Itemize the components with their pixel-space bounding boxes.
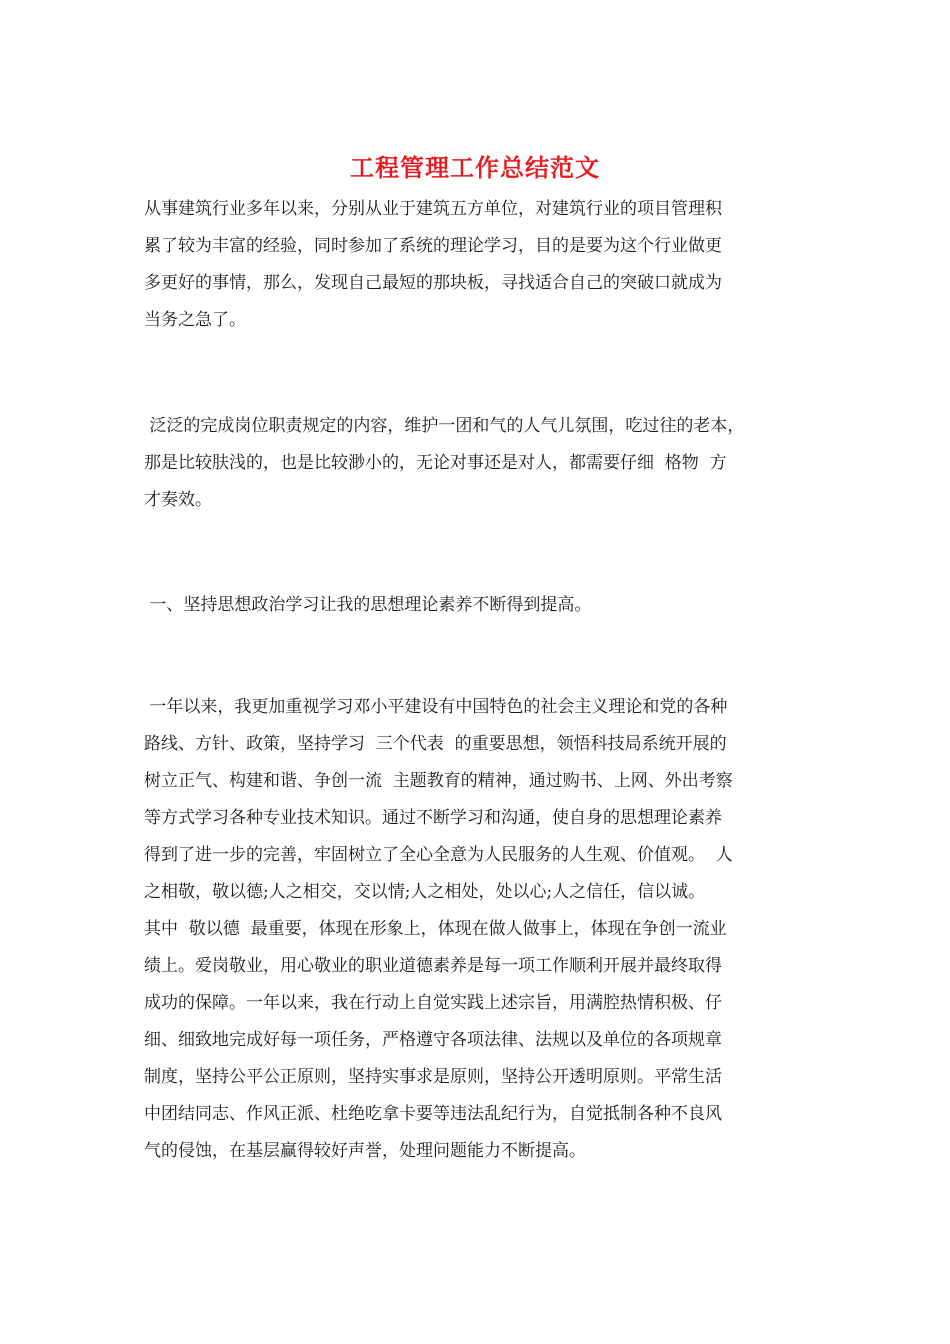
paragraph-duties <box>144 408 844 519</box>
section-heading-text: 一、坚持思想政治学习让我的思想理论素养不断得到提高。 <box>144 595 592 615</box>
paragraph-study <box>144 689 834 1170</box>
text-line: 中团结同志、作风正派、杜绝吃拿卡要等违法乱纪行为，自觉抵制各种不良风 <box>144 1104 722 1124</box>
text-line: 那是比较肤浅的，也是比较渺小的，无论对事还是对人，都需要仔细 格物 方 <box>144 453 727 473</box>
text-line: 其中 敬以德 最重要，体现在形象上，体现在做人做事上，体现在争创一流业 <box>144 919 727 939</box>
text-line: 才奏效。 <box>144 490 212 510</box>
text-line: 细、细致地完成好每一项任务，严格遵守各项法律、法规以及单位的各项规章 <box>144 1030 722 1050</box>
text-line: 气的侵蚀，在基层赢得较好声誉，处理问题能力不断提高。 <box>144 1141 586 1161</box>
text-line: 累了较为丰富的经验，同时参加了系统的理论学习，目的是要为这个行业做更 <box>144 236 722 256</box>
text-line: 从事建筑行业多年以来，分别从业于建筑五方单位，对建筑行业的项目管理积 <box>144 199 722 219</box>
text-line: 树立正气、构建和谐、争创一流 主题教育的精神，通过购书、上网、外出考察 <box>144 771 733 791</box>
text-line: 得到了进一步的完善，牢固树立了全心全意为人民服务的人生观、价值观。 人 <box>144 845 733 865</box>
text-line: 之相敬，敬以德;人之相交，交以情;人之相处，处以心;人之信任，信以诚。 <box>144 882 706 902</box>
section-heading <box>144 587 834 624</box>
text-line: 一年以来，我更加重视学习邓小平建设有中国特色的社会主义理论和党的各种 <box>144 697 728 717</box>
text-line: 等方式学习各种专业技术知识。通过不断学习和沟通，使自身的思想理论素养 <box>144 808 722 828</box>
text-line: 泛泛的完成岗位职责规定的内容，维护一团和气的人气儿氛围，吃过往的老本， <box>144 416 745 436</box>
text-line: 制度，坚持公平公正原则，坚持实事求是原则，坚持公开透明原则。平常生活 <box>144 1067 722 1087</box>
text-line: 多更好的事情，那么，发现自己最短的那块板，寻找适合自己的突破口就成为 <box>144 273 722 293</box>
text-line: 成功的保障。一年以来，我在行动上自觉实践上述宗旨，用满腔热情积极、仔 <box>144 993 722 1013</box>
paragraph-intro <box>144 191 834 339</box>
document-title: 工程管理工作总结范文 <box>350 154 600 182</box>
text-line: 绩上。爱岗敬业，用心敬业的职业道德素养是每一项工作顺利开展并最终取得 <box>144 956 722 976</box>
text-line: 当务之急了。 <box>144 310 246 330</box>
text-line: 路线、方针、政策，坚持学习 三个代表 的重要思想，领悟科技局系统开展的 <box>144 734 727 754</box>
